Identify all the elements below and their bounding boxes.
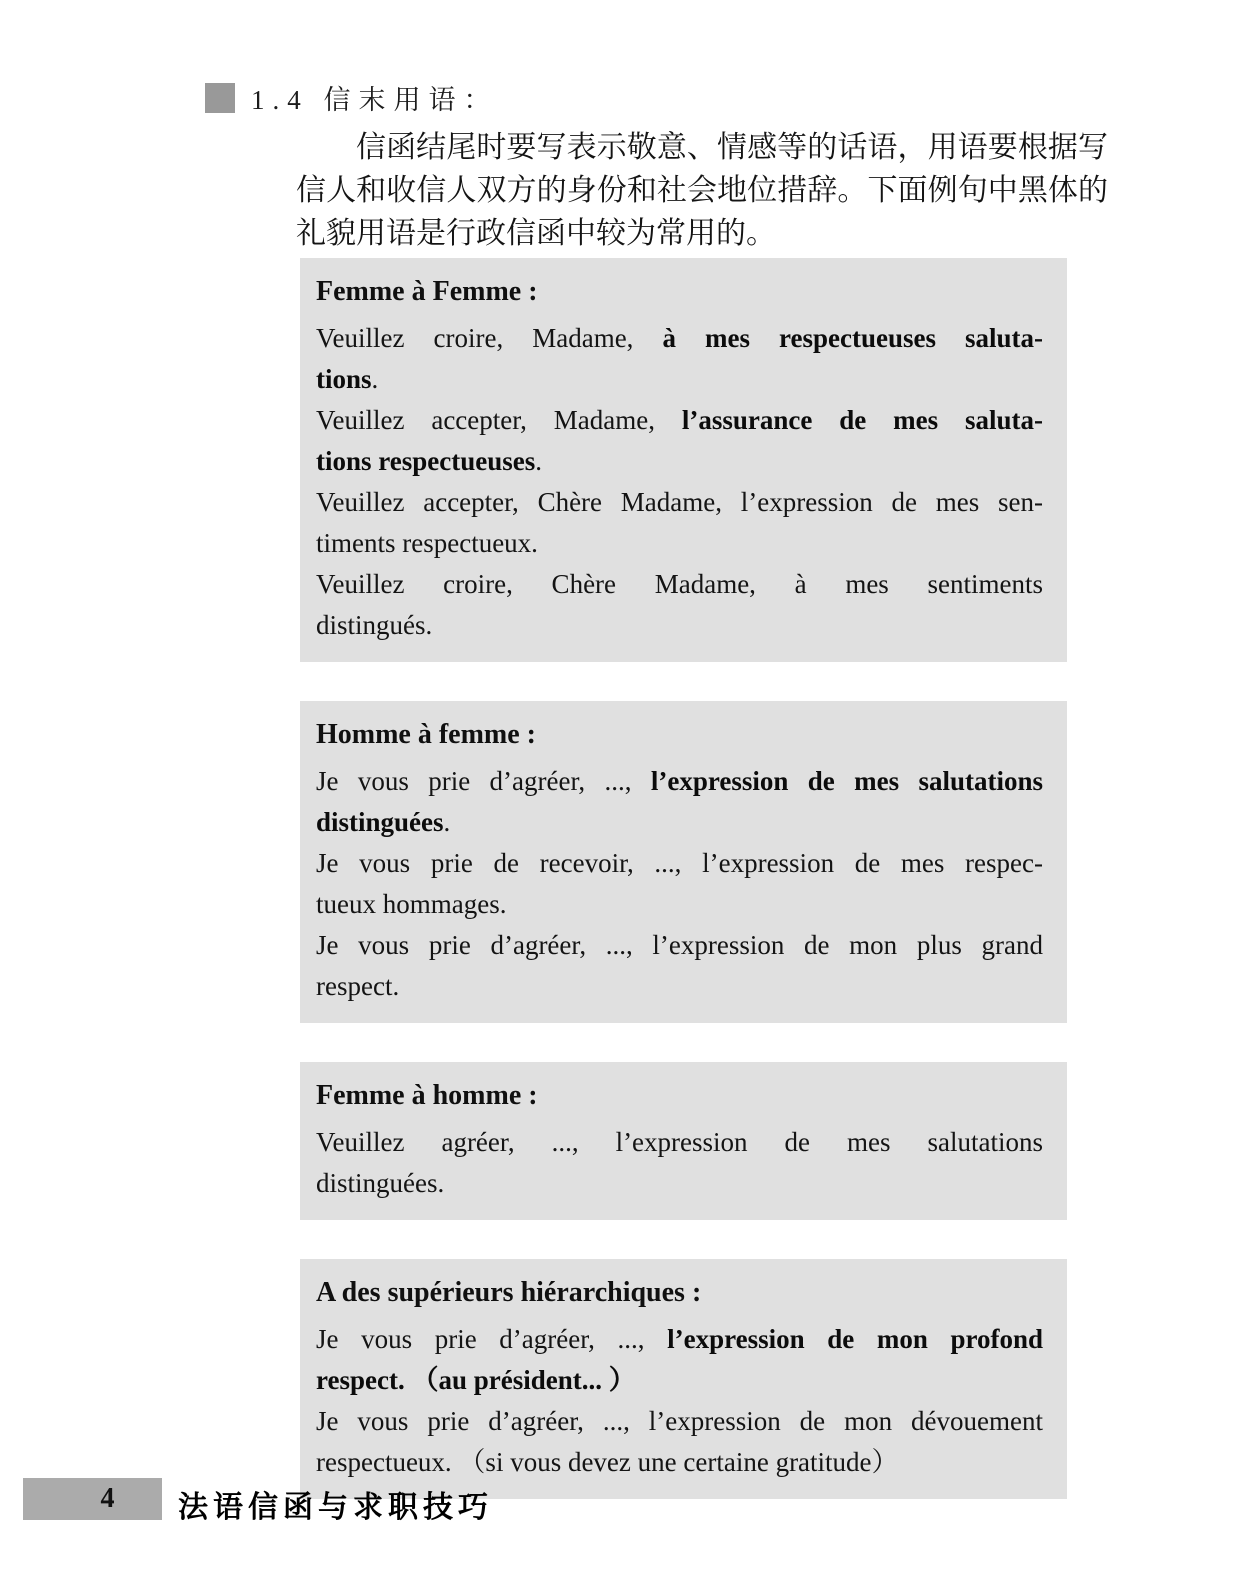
intro-paragraph: 信函结尾时要写表示敬意、情感等的话语，用语要根据写信人和收信人双方的身份和社会地位措辞。下面例句中黑体的礼貌用语是行政信函中较为常用的。: [296, 131, 1108, 250]
phrase-text-segment: respect. （au président... ）: [316, 1365, 636, 1395]
phrase-text-segment: l’assurance de mes saluta-: [681, 405, 1043, 435]
phrase-text-segment: Veuillez croire, Chère Madame, à mes sentiments: [316, 569, 1043, 599]
page-number: 4: [100, 1483, 115, 1514]
phrase-line: [316, 564, 1043, 605]
phrase-text-segment: timents respectueux.: [316, 528, 538, 558]
page-number-bar: [23, 1478, 162, 1520]
book-title: 法语信函与求职技巧: [178, 1491, 493, 1524]
section-title: 1.4 信末用语：: [251, 85, 499, 115]
phrase-text-segment: l’expression de mon profond: [667, 1324, 1043, 1354]
phrase-line: [316, 802, 1043, 843]
phrase-line: [316, 482, 1043, 523]
phrase-box: [300, 1259, 1067, 1499]
phrase-text-segment: respectueux. （si vous devez une certaine gratitude）: [316, 1447, 899, 1477]
section-header: [205, 78, 499, 117]
phrase-line: [316, 966, 1043, 1007]
phrase-line: [316, 925, 1043, 966]
phrase-text-segment: à mes respectueuses saluta-: [662, 323, 1043, 353]
phrase-text-segment: .: [371, 364, 379, 394]
phrase-box: [300, 701, 1067, 1023]
phrase-text-segment: distinguées: [316, 807, 444, 837]
phrase-text-segment: distinguées.: [316, 1168, 445, 1198]
phrase-box: [300, 258, 1067, 662]
phrase-text-segment: .: [535, 446, 542, 476]
phrase-text-segment: Veuillez accepter, Chère Madame, l’expression de mes sen-: [316, 487, 1043, 517]
phrase-text-segment: Je vous prie d’agréer, ...,: [316, 1324, 668, 1354]
phrase-text-segment: Veuillez agréer, ..., l’expression de mes salutations: [316, 1127, 1043, 1157]
phrase-text-segment: .: [443, 807, 451, 837]
phrase-line: [316, 1442, 1043, 1483]
phrase-box: [300, 1062, 1067, 1220]
phrase-box-title: Homme à femme :: [316, 719, 537, 750]
phrase-box-title: A des supérieurs hiérarchiques :: [316, 1277, 702, 1308]
page-footer: [0, 1478, 1260, 1522]
phrase-text-segment: Veuillez croire, Madame,: [316, 323, 663, 353]
phrase-line: [316, 523, 1043, 564]
phrase-text-segment: Je vous prie de recevoir, ..., l’expression de mes respec-: [316, 848, 1043, 878]
phrase-line: [316, 1122, 1043, 1163]
phrase-line: [316, 1319, 1043, 1360]
phrase-text-segment: Je vous prie d’agréer, ..., l’expression de mon plus grand: [316, 930, 1043, 960]
section-bullet-icon: [205, 83, 235, 113]
phrase-line: [316, 359, 1043, 400]
phrase-text-segment: l’expression de mes salutations: [650, 766, 1043, 796]
phrase-line: [316, 400, 1043, 441]
phrase-line: [316, 761, 1043, 802]
phrase-text-segment: respect.: [316, 971, 400, 1001]
phrase-line: [316, 884, 1043, 925]
phrase-line: [316, 1163, 1043, 1204]
phrase-text-segment: tueux hommages.: [316, 889, 507, 919]
phrase-text-segment: Veuillez accepter, Madame,: [316, 405, 682, 435]
phrase-line: [316, 441, 1043, 482]
phrase-line: [316, 1401, 1043, 1442]
phrase-line: [316, 843, 1043, 884]
phrase-box-title: Femme à homme :: [316, 1080, 538, 1111]
phrase-text-segment: Je vous prie d’agréer, ...,: [316, 766, 651, 796]
phrase-line: [316, 1360, 1043, 1401]
phrase-text-segment: Je vous prie d’agréer, ..., l’expression de mon dévouement: [316, 1406, 1043, 1436]
phrase-line: [316, 605, 1043, 646]
example-box-list: [300, 258, 1067, 1538]
phrase-box-title: Femme à Femme :: [316, 276, 538, 307]
phrase-text-segment: tions: [316, 364, 372, 394]
phrase-line: [316, 318, 1043, 359]
phrase-text-segment: distingués.: [316, 610, 433, 640]
phrase-text-segment: tions respectueuses: [316, 446, 536, 476]
